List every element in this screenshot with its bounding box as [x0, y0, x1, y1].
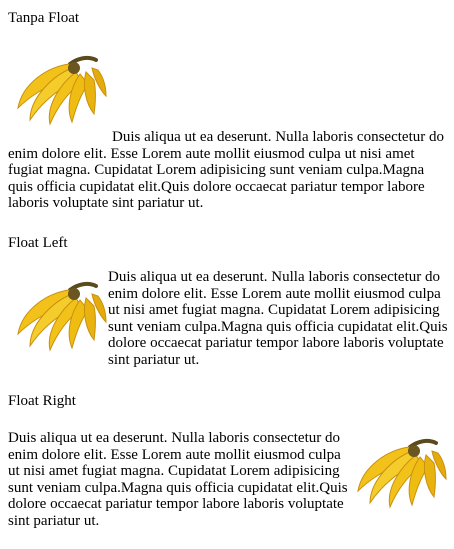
paragraph-float-left: Duis aliqua ut ea deserunt. Nulla laboris consectetur do enim dolore elit. Esse Lorem aute mollit eiusmod culpa ut nisi amet fugiat magna. Cupidatat Lorem adipisicing sunt veniam culpa.Magna quis officia cupidatat elit.Quis dolore occaecat pariatur tempor labore laboris voluptate sint pariatur ut.	[108, 269, 448, 368]
banana-icon	[18, 58, 106, 124]
section-title-tanpa-float: Tanpa Float	[8, 10, 80, 26]
banana-image	[8, 276, 108, 352]
section-title-float-right: Float Right	[8, 393, 76, 409]
banana-icon	[18, 284, 106, 350]
paragraph-tanpa-float: Duis aliqua ut ea deserunt. Nulla laboris consectetur do enim dolore elit. Esse Lorem aute mollit eiusmod culpa ut nisi amet fugiat magna. Cupidatat Lorem adipisicing sunt veniam culpa.Magna quis officia cupidatat elit.Quis dolore occaecat pariatur tempor labore laboris voluptate sint pariatur ut.	[8, 129, 444, 211]
banana-icon	[358, 441, 446, 507]
section-title-float-left: Float Left	[8, 235, 68, 251]
banana-image	[8, 50, 108, 126]
banana-image	[348, 433, 448, 509]
paragraph-float-right: Duis aliqua ut ea deserunt. Nulla laboris consectetur do enim dolore elit. Esse Lorem aute mollit eiusmod culpa ut nisi amet fugiat magna. Cupidatat Lorem adipisicing sunt veniam culpa.Magna quis officia cupidatat elit.Quis dolore occaecat pariatur tempor labore laboris voluptate sint pariatur ut.	[8, 430, 348, 529]
